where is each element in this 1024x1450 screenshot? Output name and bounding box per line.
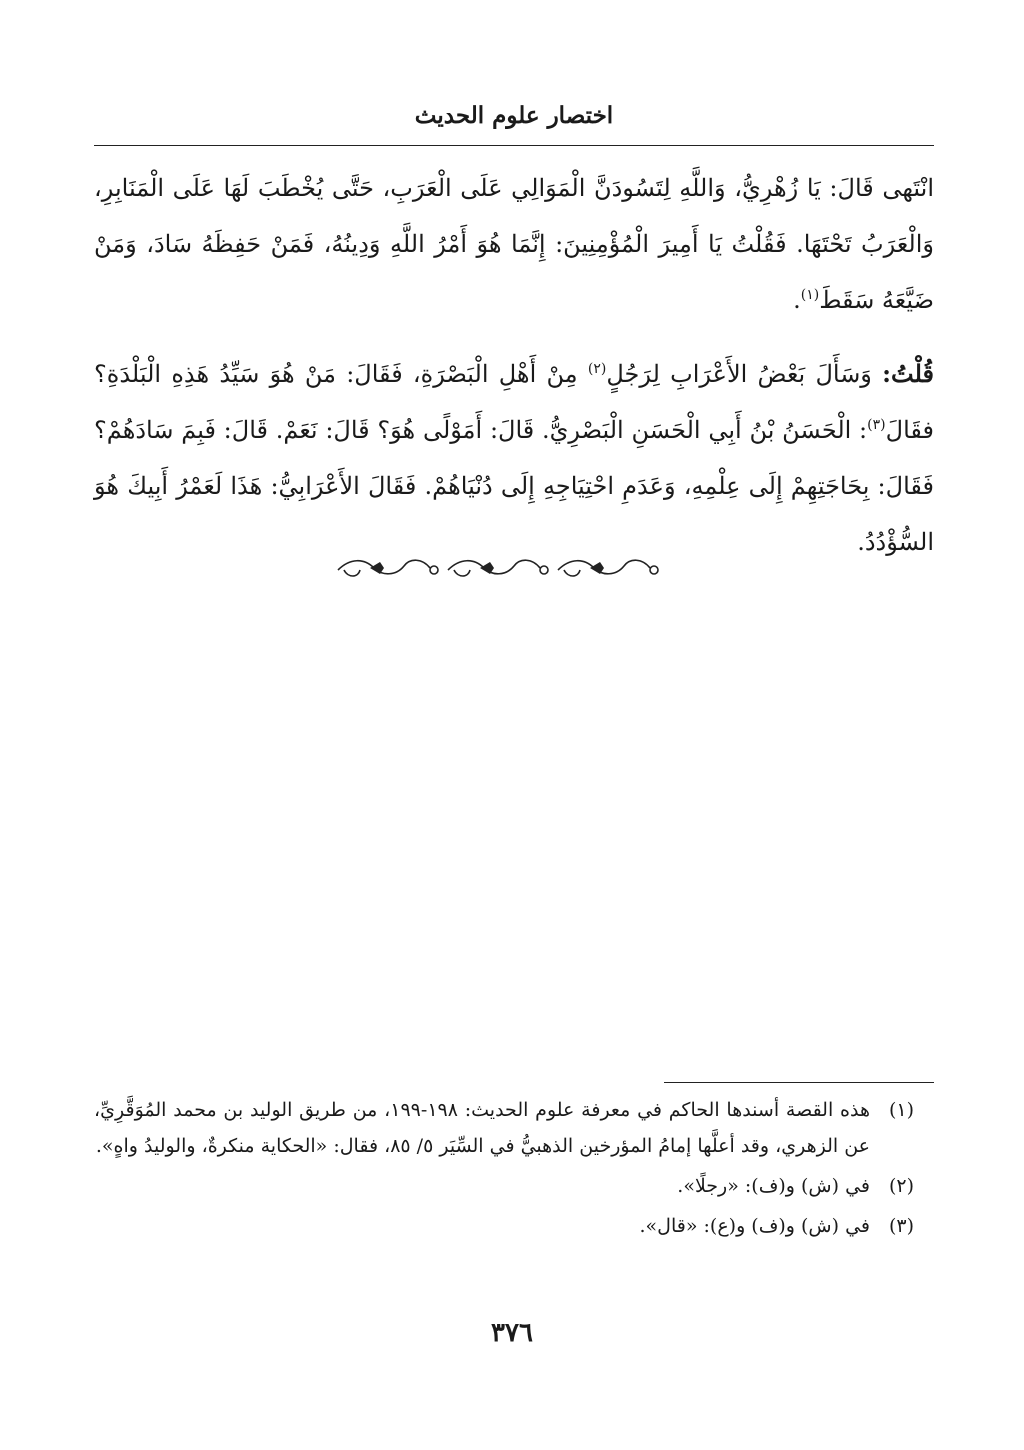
paragraph-1-end: . — [793, 286, 801, 314]
paragraph-2-part-2: مِنْ أَهْلِ الْبَصْرَةِ، فَقَالَ: مَنْ هُوَ سَيِّدُ هَذِهِ الْبَلْدَةِ؟ فقَالَ — [94, 360, 934, 444]
footnote-divider — [664, 1082, 934, 1083]
footnote-ref-2: (٢) — [587, 361, 607, 377]
footnote-3 — [94, 1208, 914, 1244]
paragraph-2-part-1: وَسَأَلَ بَعْضُ الأَعْرَابِ لِرَجُلٍ — [606, 360, 872, 388]
footnote-2 — [94, 1168, 914, 1204]
footnotes — [94, 1092, 914, 1248]
footnote-ref-3: (٣) — [867, 417, 886, 433]
footnote-marker: (١) — [888, 1099, 914, 1121]
footnote-marker: (٣) — [888, 1215, 914, 1237]
paragraph-2-part-3: : الْحَسَنُ بْنُ أَبِي الْحَسَنِ الْبَصْرِيُّ. قَالَ: أَمَوْلًى هُوَ؟ قَالَ: نَعَمْ. قَالَ: فَبِمَ سَادَهُمْ؟ فَقَالَ: بِحَاجَتِهِمْ إِلَى عِلْمِهِ، وَعَدَمِ احْتِيَاجِهِ إِلَى دُنْيَاهُمْ. فَقَالَ الأَعْرَابِيُّ: هَذَا لَعَمْرُ أَبِيكَ هُوَ السُّؤْدُدُ. — [94, 416, 934, 556]
footnote-text: هذه القصة أسندها الحاكم في معرفة علوم الحديث: ١٩٨-١٩٩، من طريق الوليد بن محمد المُوَقَّرِيِّ، عن الزهري، وقد أعلَّها إمامُ المؤرخين الذهبيُّ في السِّيَر ٥/ ٨٥، فقال: «الحكاية منكرةٌ، والوليدُ واهٍ». — [94, 1099, 870, 1157]
page-header-title: اختصار علوم الحديث — [414, 102, 614, 129]
floral-divider-icon — [330, 548, 660, 588]
qult-label: قُلْتُ: — [882, 359, 934, 388]
page-number: ٣٧٦ — [491, 1318, 533, 1348]
header-divider — [94, 145, 934, 146]
footnote-1 — [94, 1092, 914, 1164]
paragraph-2 — [94, 346, 934, 570]
main-text — [94, 160, 934, 570]
paragraph-1-text: انْتَهى قَالَ: يَا زُهْرِيُّ، وَاللَّهِ لِتَسُودَنَّ الْمَوَالِي عَلَى الْعَرَبِ، حَتَّى يُخْطَبَ لَهَا عَلَى الْمَنَابِرِ، وَالْعَرَبُ تَحْتَهَا. فَقُلْتُ يَا أَمِيرَ الْمُؤْمِنِينَ: إِنَّمَا هُوَ أَمْرُ اللَّهِ وَدِينُهُ، فَمَنْ حَفِظَهُ سَادَ، وَمَنْ ضَيَّعَهُ سَقَطَ — [94, 174, 934, 314]
footnote-text: في (ش) و(ف) و(ع): «قال». — [639, 1215, 870, 1237]
footnote-text: في (ش) و(ف): «رجلًا». — [677, 1175, 870, 1197]
footnote-marker: (٢) — [888, 1175, 914, 1197]
footnote-ref-1: (١) — [800, 287, 820, 303]
paragraph-1 — [94, 160, 934, 328]
